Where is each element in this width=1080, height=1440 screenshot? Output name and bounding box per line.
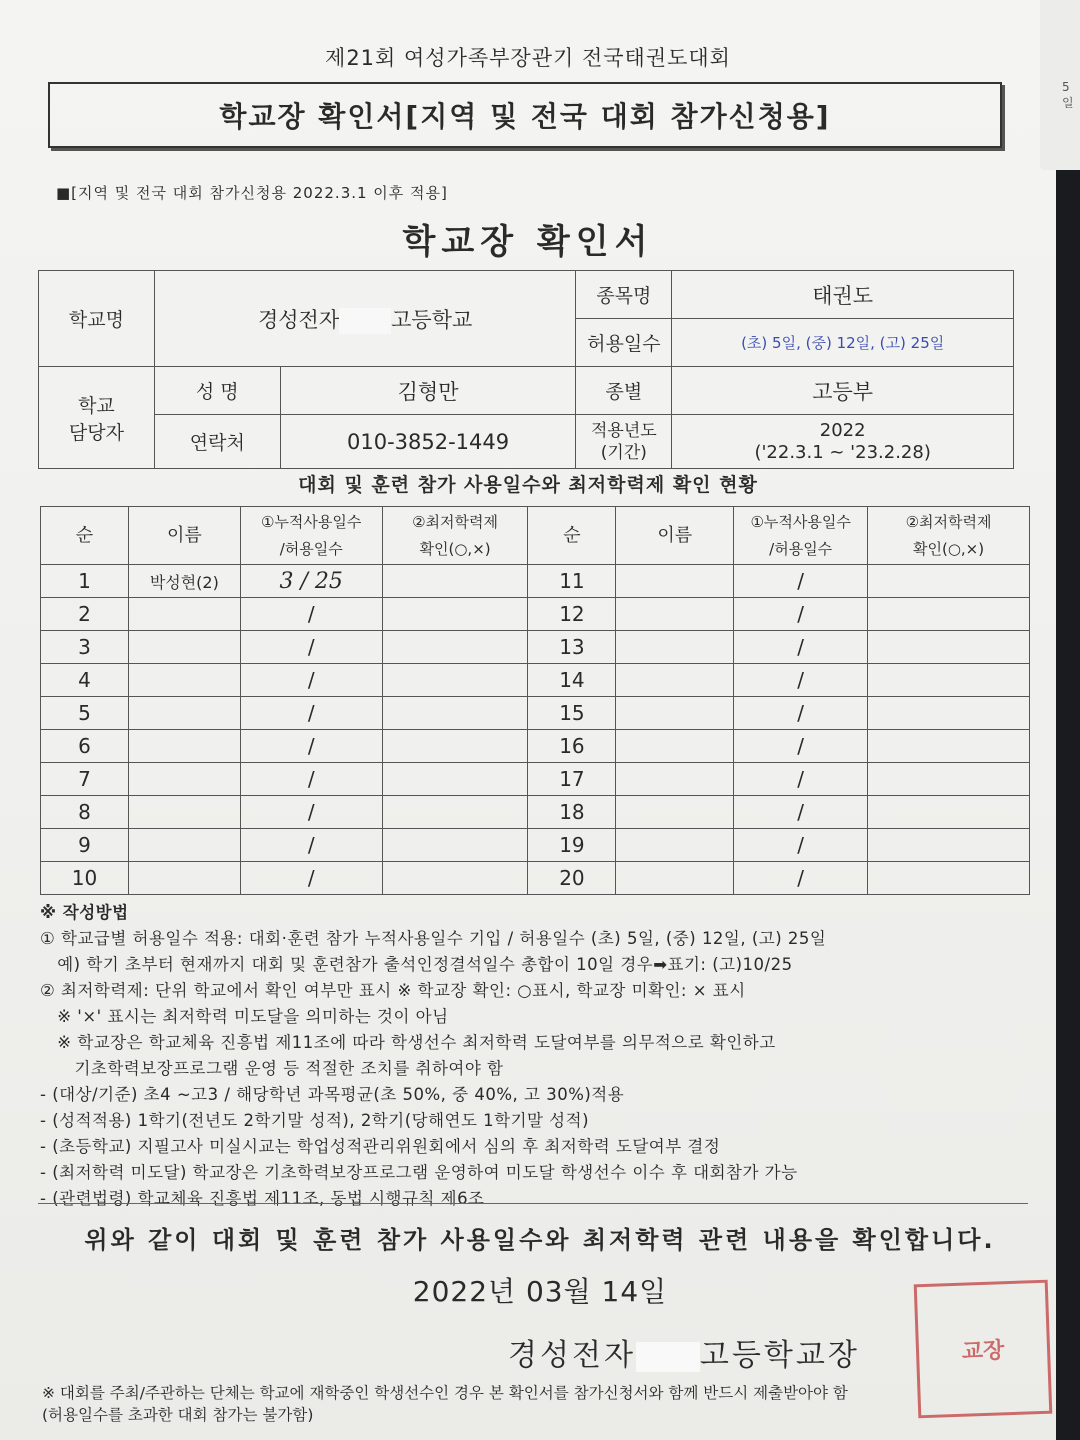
row-name xyxy=(616,796,734,829)
row-name xyxy=(128,862,240,895)
instruction-line: ※ '×' 표시는 최저학력 미도달을 의미하는 것이 아님 xyxy=(40,1007,449,1026)
row-number: 6 xyxy=(41,730,129,763)
document-title: 학교장 확인서 xyxy=(402,222,654,262)
row-number: 7 xyxy=(41,763,129,796)
row-check xyxy=(382,862,528,895)
year-label: 적용년도 (기간) xyxy=(576,415,672,469)
contact-value: 010-3852-1449 xyxy=(280,415,576,469)
row-days: / xyxy=(240,796,382,829)
row-name xyxy=(128,664,240,697)
sport-value: 태권도 xyxy=(672,271,1014,319)
row-check xyxy=(868,862,1030,895)
header-days: ①누적사용일수 /허용일수 xyxy=(240,507,382,565)
row-check xyxy=(868,829,1030,862)
row-days: 3 / 25 xyxy=(240,565,382,598)
instruction-line: 예) 학기 초부터 현재까지 대회 및 훈련참가 출석인정결석일수 총합이 10일 경우➡표기: (고)10/25 xyxy=(40,955,793,974)
header-check: ②최저학력제 확인(○,×) xyxy=(382,507,528,565)
instruction-line: ② 최저학력제: 단위 학교에서 확인 여부만 표시 ※ 학교장 확인: ○표시, 학교장 미확인: × 표시 xyxy=(40,981,746,1000)
row-days: / xyxy=(240,697,382,730)
section-title: 대회 및 훈련 참가 사용일수와 최저학력제 확인 현황 xyxy=(298,474,758,496)
division-value: 고등부 xyxy=(672,367,1014,415)
row-check xyxy=(868,565,1030,598)
row-number: 5 xyxy=(41,697,129,730)
seal-text: 교장 xyxy=(961,1337,1005,1365)
header-no: 순 xyxy=(528,507,616,565)
row-name xyxy=(616,664,734,697)
table-row xyxy=(41,631,1030,664)
row-check xyxy=(382,829,528,862)
row-number: 16 xyxy=(528,730,616,763)
row-name xyxy=(616,697,734,730)
school-name-part: 경성전자 xyxy=(257,307,340,332)
row-name xyxy=(128,631,240,664)
row-check xyxy=(382,697,528,730)
year-value xyxy=(672,415,1014,469)
row-name xyxy=(128,730,240,763)
row-number: 18 xyxy=(528,796,616,829)
header-no: 순 xyxy=(41,507,129,565)
issue-date: 2022년 03월 14일 xyxy=(412,1275,668,1308)
allowed-days-label: 허용일수 xyxy=(576,319,672,367)
row-check xyxy=(382,664,528,697)
principal-signature-line xyxy=(508,1330,860,1374)
row-name xyxy=(616,829,734,862)
instruction-line: - (최저학력 미도달) 학교장은 기초학력보장프로그램 운영하여 미도달 학생선수 이수 후 대회참가 가능 xyxy=(40,1163,798,1182)
row-number: 8 xyxy=(41,796,129,829)
row-number: 20 xyxy=(528,862,616,895)
header-days: ①누적사용일수 /허용일수 xyxy=(734,507,868,565)
sport-label: 종목명 xyxy=(576,271,672,319)
row-days: / xyxy=(240,730,382,763)
division-label: 종별 xyxy=(576,367,672,415)
footer-line: ※ 대회를 주최/주관하는 단체는 학교에 재학중인 학생선수인 경우 본 확인서를 참가신청서와 함께 반드시 제출받아야 함 xyxy=(42,1384,848,1402)
instructions xyxy=(40,900,1030,1212)
row-name xyxy=(616,598,734,631)
school-name xyxy=(154,271,576,367)
row-days: / xyxy=(240,598,382,631)
row-days: / xyxy=(734,730,868,763)
row-days: / xyxy=(240,862,382,895)
header-name: 이름 xyxy=(128,507,240,565)
instruction-line: - (대상/기준) 초4 ~고3 / 해당학년 과목평균(초 50%, 중 40%, 고 30%)적용 xyxy=(40,1085,625,1104)
row-number: 3 xyxy=(41,631,129,664)
row-check xyxy=(382,565,528,598)
instruction-line: - (성적적용) 1학기(전년도 2학기말 성적), 2학기(당해연도 1학기말 성적) xyxy=(40,1111,590,1130)
instruction-line: ① 학교급별 허용일수 적용: 대회·훈련 참가 누적사용일수 기입 / 허용일수 (초) 5일, (중) 12일, (고) 25일 xyxy=(40,929,827,948)
school-name-part: 고등학교 xyxy=(391,307,473,332)
table-row xyxy=(41,697,1030,730)
row-days: / xyxy=(734,862,868,895)
row-number: 2 xyxy=(41,598,129,631)
redaction-mask xyxy=(339,308,391,334)
form-title: 학교장 확인서[지역 및 전국 대회 참가신청용] xyxy=(219,100,831,133)
manager-name: 김형만 xyxy=(280,367,576,415)
school-info-table xyxy=(38,270,1014,469)
instruction-line: - (초등학교) 지필고사 미실시교는 학업성적관리위원회에서 심의 후 최저학력 도달여부 결정 xyxy=(40,1137,721,1156)
row-days: / xyxy=(734,565,868,598)
row-name xyxy=(616,763,734,796)
instruction-line: 기초학력보장프로그램 운영 등 적절한 조치를 취하여야 함 xyxy=(40,1059,504,1078)
row-name xyxy=(128,598,240,631)
row-name xyxy=(128,796,240,829)
row-number: 13 xyxy=(528,631,616,664)
row-name: 박성현(2) xyxy=(128,565,240,598)
row-days: / xyxy=(240,829,382,862)
row-days: / xyxy=(734,796,868,829)
participation-table xyxy=(40,506,1030,895)
row-days: / xyxy=(734,829,868,862)
row-check xyxy=(382,796,528,829)
table-row xyxy=(41,796,1030,829)
row-number: 14 xyxy=(528,664,616,697)
row-number: 1 xyxy=(41,565,129,598)
table-row xyxy=(41,664,1030,697)
row-days: / xyxy=(734,763,868,796)
table-row xyxy=(41,730,1030,763)
header-name: 이름 xyxy=(616,507,734,565)
row-check xyxy=(382,631,528,664)
row-days: / xyxy=(240,664,382,697)
name-label: 성 명 xyxy=(154,367,280,415)
row-check xyxy=(868,664,1030,697)
table-row xyxy=(41,862,1030,895)
instruction-line: - (관련법령) 학교체육 진흥법 제11조, 동법 시행규칙 제6조 xyxy=(40,1189,485,1208)
row-number: 10 xyxy=(41,862,129,895)
table-row xyxy=(41,598,1030,631)
school-label: 학교명 xyxy=(39,271,155,367)
row-name xyxy=(616,631,734,664)
row-days: / xyxy=(734,697,868,730)
row-check xyxy=(868,763,1030,796)
row-name xyxy=(128,763,240,796)
row-number: 19 xyxy=(528,829,616,862)
row-days: / xyxy=(734,664,868,697)
table-row xyxy=(41,565,1030,598)
background-page xyxy=(1040,0,1080,170)
row-name xyxy=(128,697,240,730)
row-check xyxy=(868,697,1030,730)
row-check xyxy=(382,730,528,763)
apply-note: ■[지역 및 전국 대회 참가신청용 2022.3.1 이후 적용] xyxy=(56,184,448,202)
row-check xyxy=(868,598,1030,631)
row-name xyxy=(128,829,240,862)
event-title: 제21회 여성가족부장관기 전국태권도대회 xyxy=(325,46,731,70)
confirmation-text: 위와 같이 대회 및 훈련 참가 사용일수와 최저학력 관련 내용을 확인합니다. xyxy=(84,1226,996,1254)
table-row xyxy=(41,829,1030,862)
row-number: 9 xyxy=(41,829,129,862)
divider xyxy=(38,1203,1028,1204)
manager-label: 학교 담당자 xyxy=(39,367,155,469)
form-title-box xyxy=(48,82,1002,148)
principal-school-part: 경성전자 xyxy=(508,1338,636,1373)
row-days: / xyxy=(240,763,382,796)
row-name xyxy=(616,862,734,895)
row-number: 17 xyxy=(528,763,616,796)
background-page-text: 5일 xyxy=(1062,80,1074,110)
row-name xyxy=(616,565,734,598)
period-text: ('22.3.1 ~ '23.2.28) xyxy=(754,441,931,463)
footer-line: (허용일수를 초과한 대회 참가는 불가함) xyxy=(42,1406,314,1424)
instruction-line: ※ 작성방법 xyxy=(40,903,129,922)
row-check xyxy=(868,730,1030,763)
year-text: 2022 xyxy=(819,419,866,441)
row-check xyxy=(382,598,528,631)
row-name xyxy=(616,730,734,763)
contact-label: 연락처 xyxy=(154,415,280,469)
row-number: 4 xyxy=(41,664,129,697)
footer-note xyxy=(42,1382,848,1426)
row-days: / xyxy=(734,631,868,664)
row-number: 12 xyxy=(528,598,616,631)
table-row xyxy=(41,763,1030,796)
row-number: 11 xyxy=(528,565,616,598)
redaction-mask xyxy=(636,1342,700,1372)
row-days: / xyxy=(734,598,868,631)
principal-title: 고등학교장 xyxy=(699,1338,860,1373)
allowed-days-value: (초) 5일, (중) 12일, (고) 25일 xyxy=(672,319,1014,367)
row-check xyxy=(382,763,528,796)
row-check xyxy=(868,631,1030,664)
row-number: 15 xyxy=(528,697,616,730)
instruction-line: ※ 학교장은 학교체육 진흥법 제11조에 따라 학생선수 최저학력 도달여부를 의무적으로 확인하고 xyxy=(40,1033,776,1052)
official-seal xyxy=(914,1280,1053,1419)
row-check xyxy=(868,796,1030,829)
row-days: / xyxy=(240,631,382,664)
header-check: ②최저학력제 확인(○,×) xyxy=(868,507,1030,565)
